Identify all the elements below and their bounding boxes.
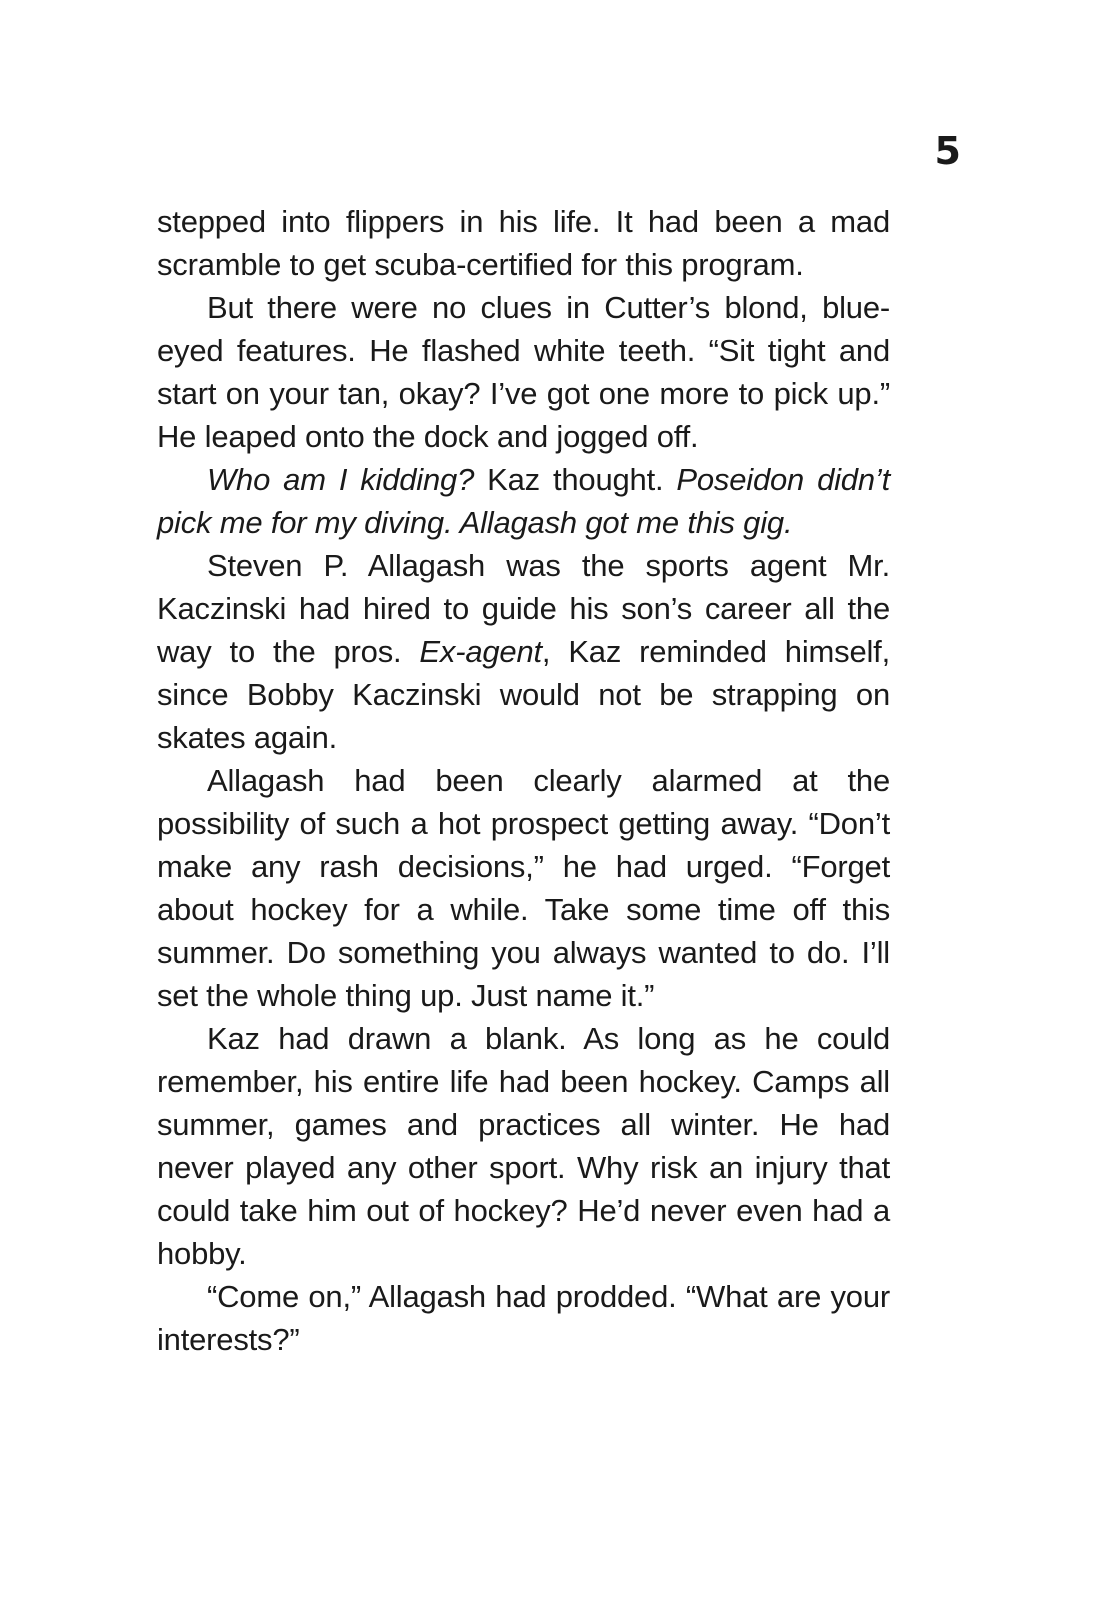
text-run: But there were no clues in Cutter’s blond, blue-eyed features. He flashed white teeth. “Sit tight and start on your tan, okay? I’ve got one more to pick up.” He leaped onto the dock and jogged off. (157, 290, 890, 454)
paragraph (157, 200, 890, 286)
paragraph (157, 1275, 890, 1361)
paragraph (157, 544, 890, 759)
paragraph (157, 458, 890, 544)
text-run: Allagash had been clearly alarmed at the possibility of such a hot prospect getting away. “Don’t make any rash decisions,” he had urged. “Forget about hockey for a while. Take some time off this summer. Do something you always wanted to do. I’ll set the whole thing up. Just name it.” (157, 763, 890, 1013)
text-run: “Come on,” Allagash had prodded. “What are your interests?” (157, 1279, 890, 1357)
italic-thought: Poseidon didn’t pick me for my diving. Allagash got me this gig. (157, 462, 890, 540)
paragraph (157, 759, 890, 1017)
page-number: 5 (934, 129, 961, 173)
text-run: , Kaz reminded himself, since Bobby Kaczinski would not be strapping on skates again. (157, 634, 890, 755)
body-text (157, 200, 890, 1361)
italic-thought: Who am I kidding? (207, 462, 475, 497)
text-run: Kaz had drawn a blank. As long as he could remember, his entire life had been hockey. Camps all summer, games and practices all winter. He had never played any other sport. Why risk an injury that could take him out of hockey? He’d never even had a hobby. (157, 1021, 890, 1271)
text-run: stepped into flippers in his life. It had been a mad scramble to get scuba-certified for this program. (157, 204, 890, 282)
text-run: Steven P. Allagash was the sports agent Mr. Kaczinski had hired to guide his son’s career all the way to the pros. (157, 548, 890, 669)
italic-emphasis: Ex-agent (419, 634, 542, 669)
paragraph (157, 286, 890, 458)
text-run: Kaz thought. (474, 462, 677, 497)
paragraph (157, 1017, 890, 1275)
